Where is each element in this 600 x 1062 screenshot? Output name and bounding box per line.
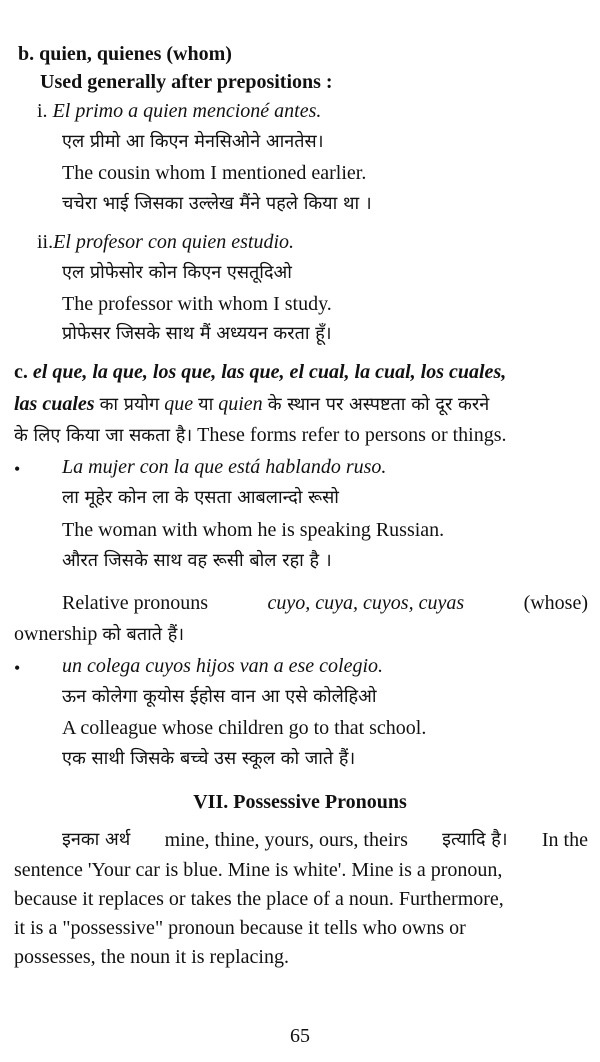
word-quien: quien	[218, 393, 263, 415]
relative-text: Relative pronouns	[62, 592, 209, 614]
example-ii-hindi: प्रोफेसर जिसके साथ मैं अध्ययन करता हूँ।	[62, 323, 332, 344]
spanish-forms: el que, la que, los que, las que, el cual, la cual, los cuales,	[32, 361, 507, 383]
example-number: ii.	[37, 231, 54, 253]
para-line3: because it replaces or takes the place of a noun. Furthermore,	[14, 888, 504, 910]
section-c-line2	[14, 390, 588, 419]
relative-line2	[14, 620, 184, 649]
bullet: •	[14, 459, 21, 479]
section-c-heading	[14, 358, 588, 386]
para-line4: it is a "possessive" pronoun because it tells who owns or	[14, 917, 466, 939]
hindi-text: के स्थान पर अस्पष्टता को दूर करने	[267, 394, 490, 415]
example-number: i.	[37, 100, 48, 122]
example-i-spanish	[37, 97, 321, 125]
para-line1	[62, 826, 588, 854]
example-c-transliteration: ला मूहेर कोन ला के एसता आबलान्दो रूसो	[62, 487, 339, 508]
hindi-text: इत्यादि है।	[442, 829, 508, 850]
relative-words: cuyo, cuya, cuyos, cuyas	[267, 592, 465, 614]
hindi-text: को बताते हैं।	[102, 624, 185, 645]
english-note: These forms refer to persons or things.	[197, 424, 507, 446]
section-vii-title: VII. Possessive Pronouns	[193, 791, 407, 813]
section-c-label: c.	[14, 361, 28, 383]
example-ii-spanish	[37, 228, 294, 256]
spanish-sentence: El profesor con quien estudio.	[53, 231, 295, 253]
hindi-text: का प्रयोग	[99, 394, 160, 415]
example-c-hindi: औरत जिसके साथ वह रूसी बोल रहा है ।	[62, 550, 332, 571]
word-que: que	[164, 393, 194, 415]
example-i-transliteration: एल प्रीमो आ किएन मेनसिओने आनतेस।	[62, 131, 324, 152]
example-ii-english: The professor with whom I study.	[62, 293, 332, 315]
example-i-english: The cousin whom I mentioned earlier.	[62, 162, 367, 184]
para-text: mine, thine, yours, ours, theirs	[164, 829, 408, 851]
example-i-hindi: चचेरा भाई जिसका उल्लेख मैंने पहले किया था ।	[62, 193, 372, 214]
example-c-spanish: La mujer con la que está hablando ruso.	[62, 456, 387, 478]
example-ii-transliteration: एल प्रोफेसोर कोन किएन एसतूदिओ	[62, 262, 292, 283]
hindi-text: इनका अर्थ	[62, 829, 131, 850]
page-number: 65	[290, 1025, 310, 1047]
section-b-subheading: Used generally after prepositions :	[40, 71, 333, 93]
bullet: •	[14, 658, 21, 678]
example-rel-transliteration: ऊन कोलेगा कूयोस ईहोस वान आ एसे कोलेहिओ	[62, 686, 377, 707]
para-line5: possesses, the noun it is replacing.	[14, 946, 289, 968]
spanish-forms-cont: las cuales	[14, 393, 95, 415]
para-text: In the	[541, 829, 588, 851]
relative-whose: (whose)	[523, 592, 588, 614]
example-rel-english: A colleague whose children go to that school.	[62, 717, 427, 739]
para-line2: sentence 'Your car is blue. Mine is white'. Mine is a pronoun,	[14, 859, 503, 881]
hindi-text: या	[198, 394, 214, 415]
spanish-sentence: El primo a quien mencioné antes.	[52, 100, 322, 122]
section-c-line3	[14, 421, 507, 450]
example-c-english: The woman with whom he is speaking Russian.	[62, 519, 445, 541]
relative-ownership: ownership	[14, 623, 98, 645]
example-rel-hindi: एक साथी जिसके बच्चे उस स्कूल को जाते हैं।	[62, 748, 356, 769]
example-rel-spanish: un colega cuyos hijos van a ese colegio.	[62, 655, 384, 677]
relative-line1	[62, 589, 588, 617]
section-b-heading: b. quien, quienes (whom)	[18, 43, 232, 65]
hindi-text: के लिए किया जा सकता है।	[14, 425, 193, 446]
